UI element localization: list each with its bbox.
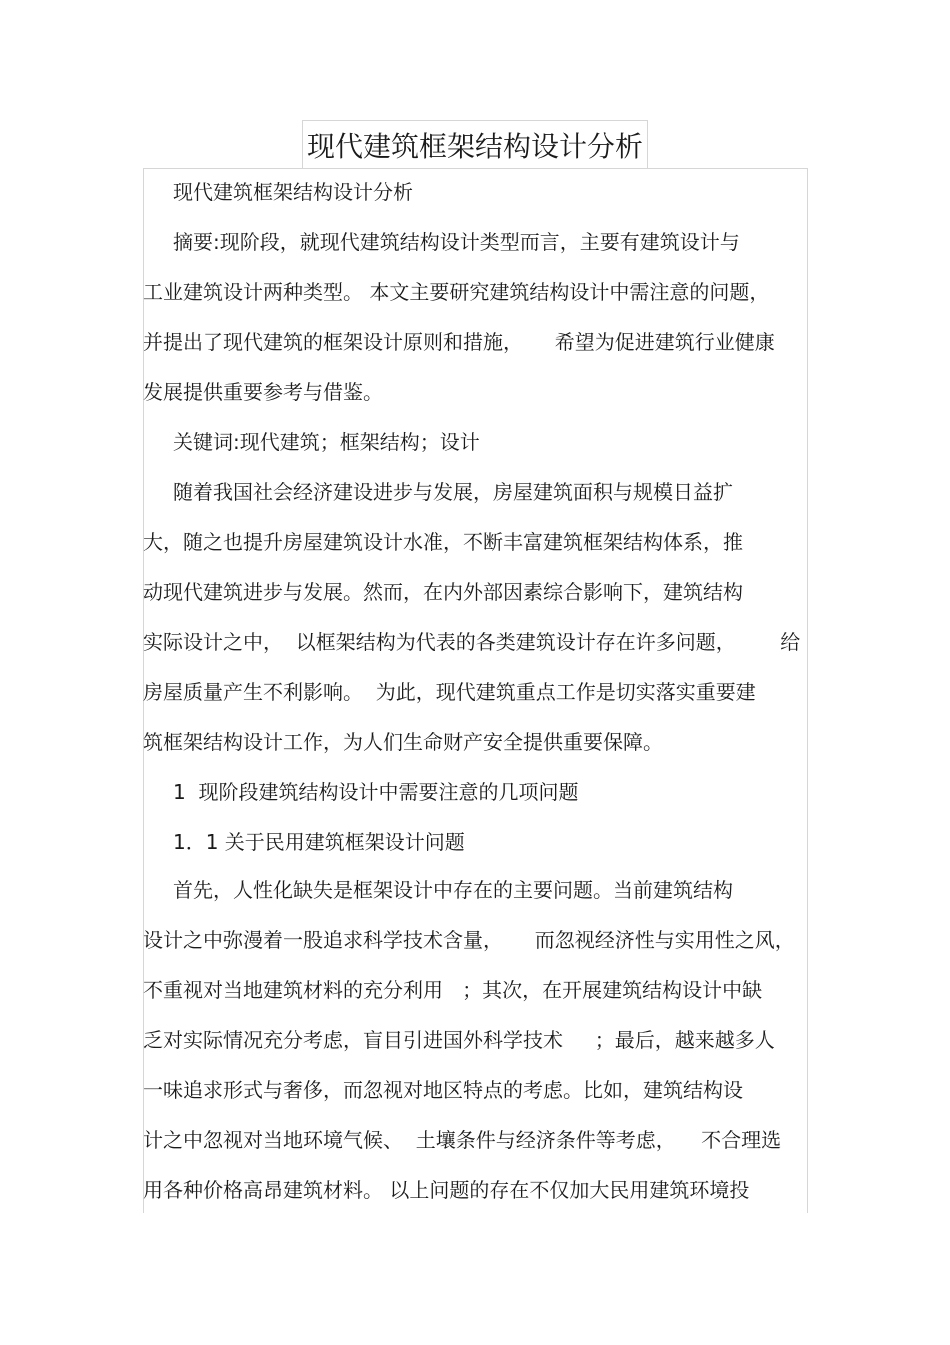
subtitle-line: 现代建筑框架结构设计分析	[173, 180, 413, 204]
keywords-line: 关键词:现代建筑；框架结构；设计	[173, 430, 480, 454]
body-line: 动现代建筑进步与发展。然而，在内外部因素综合影响下，建筑结构	[143, 580, 743, 604]
body-line: 计之中忽视对当地环境气候、 土壤条件与经济条件等考虑， 不合理选	[143, 1128, 782, 1152]
body-line: 设计之中弥漫着一股追求科学技术含量， 而忽视经济性与实用性之风，	[143, 928, 795, 952]
body-line: 一味追求形式与奢侈，而忽视对地区特点的考虑。比如，建筑结构设	[143, 1078, 743, 1102]
body-line: 大，随之也提升房屋建筑设计水准，不断丰富建筑框架结构体系，推	[143, 530, 743, 554]
abstract-line: 并提出了现代建筑的框架设计原则和措施， 希望为促进建筑行业健康	[143, 330, 775, 354]
body-line: 用各种价格高昂建筑材料。 以上问题的存在不仅加大民用建筑环境投	[143, 1178, 750, 1202]
body-line: 实际设计之中， 以框架结构为代表的各类建筑设计存在许多问题， 给	[143, 630, 801, 654]
body-line: 首先，人性化缺失是框架设计中存在的主要问题。当前建筑结构	[173, 878, 733, 902]
body-line: 乏对实际情况充分考虑，盲目引进国外科学技术 ；最后，越来越多人	[143, 1028, 775, 1052]
body-line: 房屋质量产生不利影响。 为此，现代建筑重点工作是切实落实重要建	[143, 680, 756, 704]
document-title: 现代建筑框架结构设计分析	[306, 130, 643, 163]
section-heading: 1 现阶段建筑结构设计中需要注意的几项问题	[173, 780, 579, 804]
subsection-heading: 1．1 关于民用建筑框架设计问题	[173, 830, 465, 854]
body-line: 不重视对当地建筑材料的充分利用 ；其次，在开展建筑结构设计中缺	[143, 978, 763, 1002]
abstract-line: 发展提供重要参考与借鉴。	[143, 380, 383, 404]
body-line: 筑框架结构设计工作，为人们生命财产安全提供重要保障。	[143, 730, 663, 754]
body-line: 随着我国社会经济建设进步与发展，房屋建筑面积与规模日益扩	[173, 480, 733, 504]
abstract-line: 工业建筑设计两种类型。 本文主要研究建筑结构设计中需注意的问题，	[143, 280, 770, 304]
abstract-line: 摘要:现阶段，就现代建筑结构设计类型而言，主要有建筑设计与	[173, 230, 740, 254]
